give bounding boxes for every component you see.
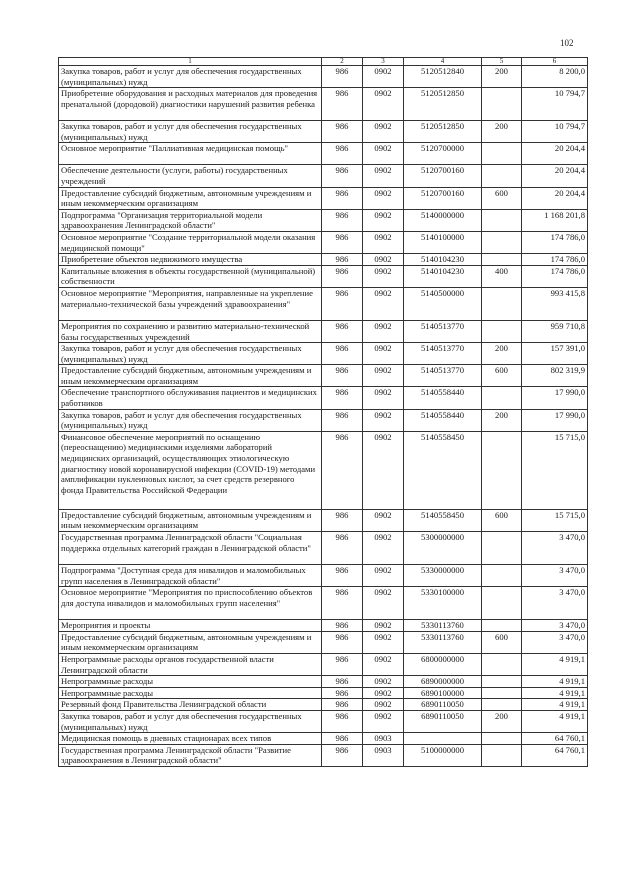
table-row [59, 88, 588, 121]
row-ved-code: 986 [322, 165, 363, 187]
table-row [59, 209, 588, 231]
row-name: Подпрограмма "Организация территориальной модели здравоохранения Ленинградской области" [59, 209, 322, 231]
row-section-code: 0902 [363, 687, 404, 699]
row-expense-type: 200 [482, 121, 522, 143]
row-target-code: 6890110050 [404, 710, 482, 732]
table-row [59, 265, 588, 287]
row-target-code: 5330113760 [404, 631, 482, 653]
table-row [59, 587, 588, 620]
row-expense-type: 600 [482, 509, 522, 531]
row-amount: 3 470,0 [522, 620, 588, 632]
row-ved-code: 986 [322, 387, 363, 409]
row-ved-code: 986 [322, 620, 363, 632]
row-expense-type [482, 676, 522, 688]
row-section-code: 0902 [363, 231, 404, 253]
row-name: Закупка товаров, работ и услуг для обеспечения государственных (муниципальных) нужд [59, 343, 322, 365]
row-section-code: 0902 [363, 254, 404, 266]
row-expense-type: 400 [482, 265, 522, 287]
row-amount: 17 990,0 [522, 387, 588, 409]
row-amount: 959 710,8 [522, 320, 588, 342]
row-name: Государственная программа Ленинградской области "Социальная поддержка отдельных категорий граждан в Ленинградской области" [59, 532, 322, 565]
row-name: Приобретение оборудования и расходных материалов для проведения пренатальной (дородовой) диагностики нарушений развития ребенка [59, 88, 322, 121]
row-amount: 174 786,0 [522, 254, 588, 266]
row-name: Медицинская помощь в дневных стационарах всех типов [59, 733, 322, 745]
row-target-code [404, 733, 482, 745]
row-target-code: 5300000000 [404, 532, 482, 565]
row-section-code: 0902 [363, 387, 404, 409]
row-name: Обеспечение транспортного обслуживания пациентов и медицинских работников [59, 387, 322, 409]
row-amount: 157 391,0 [522, 343, 588, 365]
row-amount: 20 204,4 [522, 143, 588, 165]
row-ved-code: 986 [322, 209, 363, 231]
row-name: Основное мероприятие "Паллиативная медицинская помощь" [59, 143, 322, 165]
table-row [59, 287, 588, 320]
row-section-code: 0902 [363, 209, 404, 231]
row-expense-type [482, 143, 522, 165]
row-amount: 20 204,4 [522, 165, 588, 187]
row-name: Предоставление субсидий бюджетным, автономным учреждениям и иным некоммерческим организациям [59, 187, 322, 209]
column-number: 2 [322, 58, 363, 66]
row-section-code: 0902 [363, 587, 404, 620]
row-amount: 8 200,0 [522, 66, 588, 88]
row-expense-type [482, 387, 522, 409]
row-target-code: 5120700160 [404, 165, 482, 187]
table-row [59, 532, 588, 565]
row-target-code: 5140500000 [404, 287, 482, 320]
row-ved-code: 986 [322, 631, 363, 653]
row-amount: 4 919,1 [522, 710, 588, 732]
row-section-code: 0902 [363, 287, 404, 320]
row-ved-code: 986 [322, 431, 363, 509]
page-number: 102 [560, 38, 574, 48]
table-row [59, 365, 588, 387]
row-name: Основное мероприятие "Мероприятия, направленные на укрепление материально-технической базы учреждений здравоохранения" [59, 287, 322, 320]
row-name: Подпрограмма "Доступная среда для инвалидов и маломобильных групп населения в Ленинградской области" [59, 565, 322, 587]
row-ved-code: 986 [322, 565, 363, 587]
table-row [59, 565, 588, 587]
row-ved-code: 986 [322, 532, 363, 565]
row-target-code: 5140513770 [404, 343, 482, 365]
row-expense-type: 200 [482, 343, 522, 365]
row-amount: 3 470,0 [522, 532, 588, 565]
row-ved-code: 986 [322, 365, 363, 387]
column-number: 5 [482, 58, 522, 66]
row-target-code: 6800000000 [404, 654, 482, 676]
column-number: 6 [522, 58, 588, 66]
row-expense-type [482, 431, 522, 509]
row-ved-code: 986 [322, 265, 363, 287]
row-expense-type [482, 620, 522, 632]
row-name: Резервный фонд Правительства Ленинградской области [59, 699, 322, 711]
row-section-code: 0902 [363, 365, 404, 387]
row-section-code: 0902 [363, 565, 404, 587]
row-target-code: 5120700160 [404, 187, 482, 209]
row-expense-type [482, 733, 522, 745]
row-ved-code: 986 [322, 509, 363, 531]
row-ved-code: 986 [322, 88, 363, 121]
row-expense-type [482, 587, 522, 620]
row-expense-type [482, 254, 522, 266]
row-name: Закупка товаров, работ и услуг для обеспечения государственных (муниципальных) нужд [59, 710, 322, 732]
row-target-code: 5140558440 [404, 387, 482, 409]
row-section-code: 0902 [363, 620, 404, 632]
row-target-code: 5140558440 [404, 409, 482, 431]
row-section-code: 0902 [363, 409, 404, 431]
row-section-code: 0902 [363, 431, 404, 509]
table-row [59, 744, 588, 766]
row-expense-type [482, 165, 522, 187]
table-row [59, 254, 588, 266]
row-amount: 64 760,1 [522, 733, 588, 745]
row-expense-type [482, 532, 522, 565]
table-row [59, 676, 588, 688]
table-row [59, 509, 588, 531]
row-section-code: 0902 [363, 165, 404, 187]
row-target-code: 5140558450 [404, 431, 482, 509]
row-name: Закупка товаров, работ и услуг для обеспечения государственных (муниципальных) нужд [59, 66, 322, 88]
row-section-code: 0902 [363, 121, 404, 143]
column-number-row [59, 58, 588, 66]
row-expense-type [482, 320, 522, 342]
row-expense-type [482, 287, 522, 320]
row-target-code: 5120512850 [404, 121, 482, 143]
row-section-code: 0902 [363, 320, 404, 342]
row-name: Капитальные вложения в объекты государственной (муниципальной) собственности [59, 265, 322, 287]
row-name: Основное мероприятие "Мероприятия по приспособлению объектов для доступа инвалидов и маломобильных групп населения" [59, 587, 322, 620]
row-target-code: 5120700000 [404, 143, 482, 165]
table-row [59, 654, 588, 676]
row-section-code: 0902 [363, 654, 404, 676]
row-name: Обеспечение деятельности (услуги, работы) государственных учреждений [59, 165, 322, 187]
row-target-code: 5330100000 [404, 587, 482, 620]
table-row [59, 66, 588, 88]
row-ved-code: 986 [322, 676, 363, 688]
row-amount: 993 415,8 [522, 287, 588, 320]
row-expense-type: 600 [482, 631, 522, 653]
row-name: Государственная программа Ленинградской области "Развитие здравоохранения в Ленинградской области" [59, 744, 322, 766]
table-row [59, 687, 588, 699]
table-row [59, 165, 588, 187]
table-row [59, 121, 588, 143]
row-ved-code: 986 [322, 66, 363, 88]
table-row [59, 231, 588, 253]
row-name: Непрограммные расходы [59, 687, 322, 699]
row-name: Закупка товаров, работ и услуг для обеспечения государственных (муниципальных) нужд [59, 409, 322, 431]
row-target-code: 6890110050 [404, 699, 482, 711]
row-target-code: 5140104230 [404, 265, 482, 287]
row-section-code: 0902 [363, 710, 404, 732]
row-expense-type: 200 [482, 409, 522, 431]
row-amount: 64 760,1 [522, 744, 588, 766]
row-name: Закупка товаров, работ и услуг для обеспечения государственных (муниципальных) нужд [59, 121, 322, 143]
row-section-code: 0902 [363, 631, 404, 653]
table-row [59, 431, 588, 509]
table-row [59, 631, 588, 653]
row-expense-type [482, 744, 522, 766]
table-row [59, 143, 588, 165]
row-amount: 4 919,1 [522, 676, 588, 688]
row-expense-type [482, 687, 522, 699]
table-row [59, 187, 588, 209]
table-row [59, 620, 588, 632]
row-amount: 174 786,0 [522, 265, 588, 287]
row-target-code: 5140558450 [404, 509, 482, 531]
row-target-code: 5140100000 [404, 231, 482, 253]
row-ved-code: 986 [322, 699, 363, 711]
row-ved-code: 986 [322, 710, 363, 732]
row-ved-code: 986 [322, 654, 363, 676]
row-name: Непрограммные расходы [59, 676, 322, 688]
row-ved-code: 986 [322, 744, 363, 766]
row-name: Предоставление субсидий бюджетным, автономным учреждениям и иным некоммерческим организациям [59, 509, 322, 531]
row-amount: 17 990,0 [522, 409, 588, 431]
row-target-code: 5120512840 [404, 66, 482, 88]
row-target-code: 6890100000 [404, 687, 482, 699]
row-expense-type [482, 654, 522, 676]
table-row [59, 710, 588, 732]
row-name: Предоставление субсидий бюджетным, автономным учреждениям и иным некоммерческим организациям [59, 631, 322, 653]
row-ved-code: 986 [322, 121, 363, 143]
row-amount: 20 204,4 [522, 187, 588, 209]
row-target-code: 5140104230 [404, 254, 482, 266]
row-ved-code: 986 [322, 409, 363, 431]
row-expense-type: 200 [482, 710, 522, 732]
row-expense-type [482, 699, 522, 711]
row-section-code: 0902 [363, 343, 404, 365]
row-target-code: 6890000000 [404, 676, 482, 688]
row-amount: 174 786,0 [522, 231, 588, 253]
row-name: Основное мероприятие "Создание территориальной модели оказания медицинской помощи" [59, 231, 322, 253]
row-section-code: 0902 [363, 66, 404, 88]
row-expense-type [482, 231, 522, 253]
row-ved-code: 986 [322, 287, 363, 320]
row-target-code: 5120512850 [404, 88, 482, 121]
row-expense-type: 600 [482, 365, 522, 387]
row-amount: 10 794,7 [522, 121, 588, 143]
row-ved-code: 986 [322, 254, 363, 266]
row-amount: 4 919,1 [522, 687, 588, 699]
row-section-code: 0903 [363, 733, 404, 745]
row-amount: 10 794,7 [522, 88, 588, 121]
row-name: Непрограммные расходы органов государственной власти Ленинградской области [59, 654, 322, 676]
row-name: Мероприятия и проекты [59, 620, 322, 632]
row-amount: 3 470,0 [522, 587, 588, 620]
row-expense-type: 600 [482, 187, 522, 209]
column-number: 4 [404, 58, 482, 66]
row-expense-type [482, 88, 522, 121]
row-name: Предоставление субсидий бюджетным, автономным учреждениям и иным некоммерческим организациям [59, 365, 322, 387]
table-row [59, 320, 588, 342]
row-section-code: 0903 [363, 744, 404, 766]
row-name: Финансовое обеспечение мероприятий по оснащению (переоснащению) медицинскими изделиями лабораторий медицинских организаций, осуществляющих этиологическую диагностику новой коронавирусной инфекции (COVID-19) методами амплификации нуклеиновых кислот, за счет средств резервного фонда Правительства Российской Федерации [59, 431, 322, 509]
row-section-code: 0902 [363, 532, 404, 565]
row-amount: 3 470,0 [522, 565, 588, 587]
row-target-code: 5140513770 [404, 320, 482, 342]
row-section-code: 0902 [363, 509, 404, 531]
row-section-code: 0902 [363, 143, 404, 165]
row-ved-code: 986 [322, 343, 363, 365]
row-target-code: 5100000000 [404, 744, 482, 766]
row-amount: 1 168 201,8 [522, 209, 588, 231]
row-ved-code: 986 [322, 187, 363, 209]
row-section-code: 0902 [363, 88, 404, 121]
row-target-code: 5140513770 [404, 365, 482, 387]
row-ved-code: 986 [322, 143, 363, 165]
row-section-code: 0902 [363, 676, 404, 688]
column-number: 3 [363, 58, 404, 66]
row-ved-code: 986 [322, 320, 363, 342]
row-expense-type: 200 [482, 66, 522, 88]
budget-table [58, 57, 588, 767]
row-name: Мероприятия по сохранению и развитию материально-технической базы государственных учреждений [59, 320, 322, 342]
row-amount: 3 470,0 [522, 631, 588, 653]
row-amount: 4 919,1 [522, 699, 588, 711]
table-row [59, 699, 588, 711]
row-ved-code: 986 [322, 687, 363, 699]
table-row [59, 733, 588, 745]
row-target-code: 5330000000 [404, 565, 482, 587]
row-target-code: 5330113760 [404, 620, 482, 632]
row-ved-code: 986 [322, 733, 363, 745]
table-row [59, 343, 588, 365]
row-section-code: 0902 [363, 265, 404, 287]
row-amount: 802 319,9 [522, 365, 588, 387]
row-expense-type [482, 209, 522, 231]
row-amount: 4 919,1 [522, 654, 588, 676]
row-amount: 15 715,0 [522, 509, 588, 531]
table-row [59, 409, 588, 431]
column-number: 1 [59, 58, 322, 66]
row-amount: 15 715,0 [522, 431, 588, 509]
row-name: Приобретение объектов недвижимого имущества [59, 254, 322, 266]
table-row [59, 387, 588, 409]
row-expense-type [482, 565, 522, 587]
row-ved-code: 986 [322, 231, 363, 253]
row-ved-code: 986 [322, 587, 363, 620]
row-section-code: 0902 [363, 187, 404, 209]
row-target-code: 5140000000 [404, 209, 482, 231]
row-section-code: 0902 [363, 699, 404, 711]
